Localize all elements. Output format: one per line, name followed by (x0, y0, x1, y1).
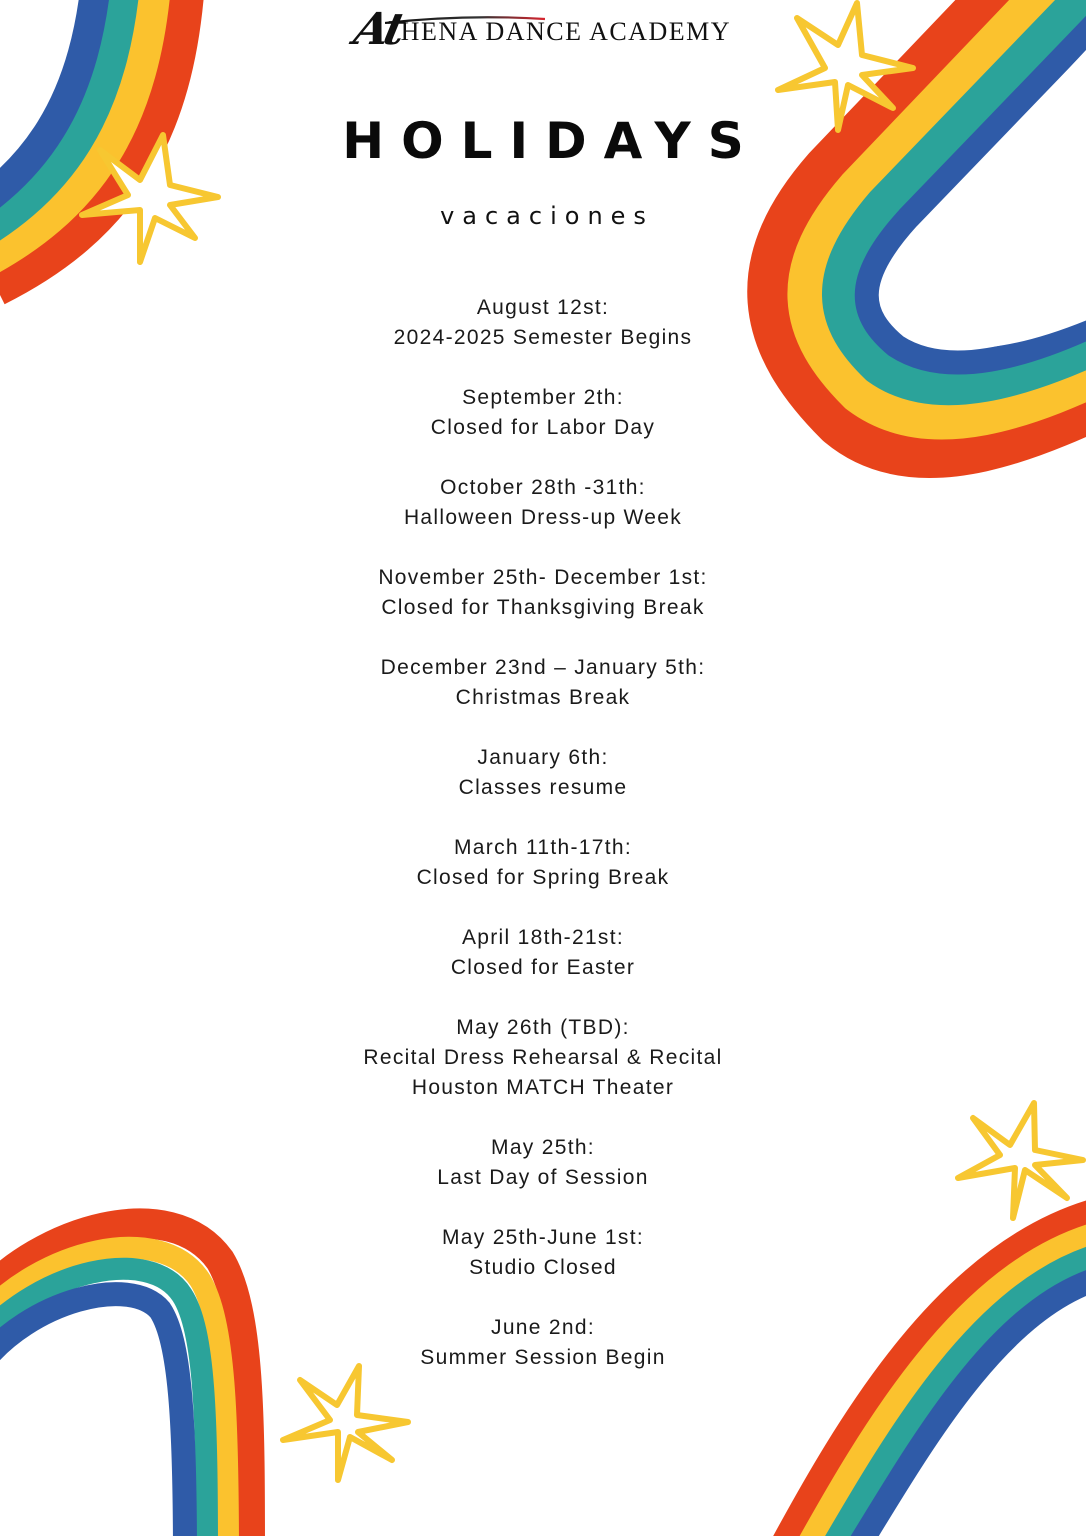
entry-date: December 23nd – January 5th: (380, 656, 706, 679)
entry-description: Closed for Spring Break (416, 866, 670, 889)
schedule-entry (0, 1133, 1086, 1193)
entry-description: Studio Closed (469, 1256, 617, 1279)
schedule-entry (0, 743, 1086, 803)
entry-date: April 18th-21st: (461, 926, 625, 949)
entry-date: November 25th- December 1st: (378, 566, 708, 589)
entry-description: Recital Dress Rehearsal & Recital (363, 1046, 723, 1069)
entry-description: Summer Session Begin (420, 1346, 666, 1369)
entry-description: Closed for Thanksgiving Break (381, 596, 705, 619)
page-title: HOLIDAYS (342, 112, 761, 170)
schedule-entry (0, 923, 1086, 983)
entry-description: Closed for Labor Day (430, 416, 656, 439)
schedule-entry (0, 473, 1086, 533)
entry-location: Houston MATCH Theater (411, 1076, 675, 1099)
entry-date: August 12st: (476, 296, 610, 319)
entry-date: May 25th: (491, 1136, 595, 1159)
schedule-entry (0, 563, 1086, 623)
entry-description: Halloween Dress-up Week (403, 506, 683, 529)
logo-text: HENA DANCE ACADEMY (400, 17, 732, 46)
academy-logo (0, 6, 1086, 62)
schedule-entry (0, 833, 1086, 893)
schedule-entry (0, 293, 1086, 353)
schedule-entry (0, 1313, 1086, 1373)
entry-description: Christmas Break (455, 686, 631, 709)
entry-date: January 6th: (477, 746, 609, 769)
entry-description: 2024-2025 Semester Begins (393, 326, 693, 349)
entry-date: October 28th -31th: (440, 476, 646, 499)
entry-date: September 2th: (462, 386, 624, 409)
entry-description: Closed for Easter (450, 956, 636, 979)
entry-date: March 11th-17th: (454, 836, 632, 859)
schedule-entry (0, 1223, 1086, 1283)
entry-date: June 2nd: (491, 1316, 595, 1339)
page-subtitle: vacaciones (440, 202, 654, 230)
logo-mark: At (349, 4, 407, 55)
logo-swoosh-icon (385, 14, 545, 24)
schedule-entry (0, 1013, 1086, 1103)
schedule-entry (0, 383, 1086, 443)
entry-description: Classes resume (458, 776, 628, 799)
holiday-schedule (0, 293, 1086, 1403)
entry-date: May 26th (TBD): (456, 1016, 630, 1039)
entry-date: May 25th-June 1st: (442, 1226, 644, 1249)
schedule-entry (0, 653, 1086, 713)
entry-description: Last Day of Session (437, 1166, 649, 1189)
